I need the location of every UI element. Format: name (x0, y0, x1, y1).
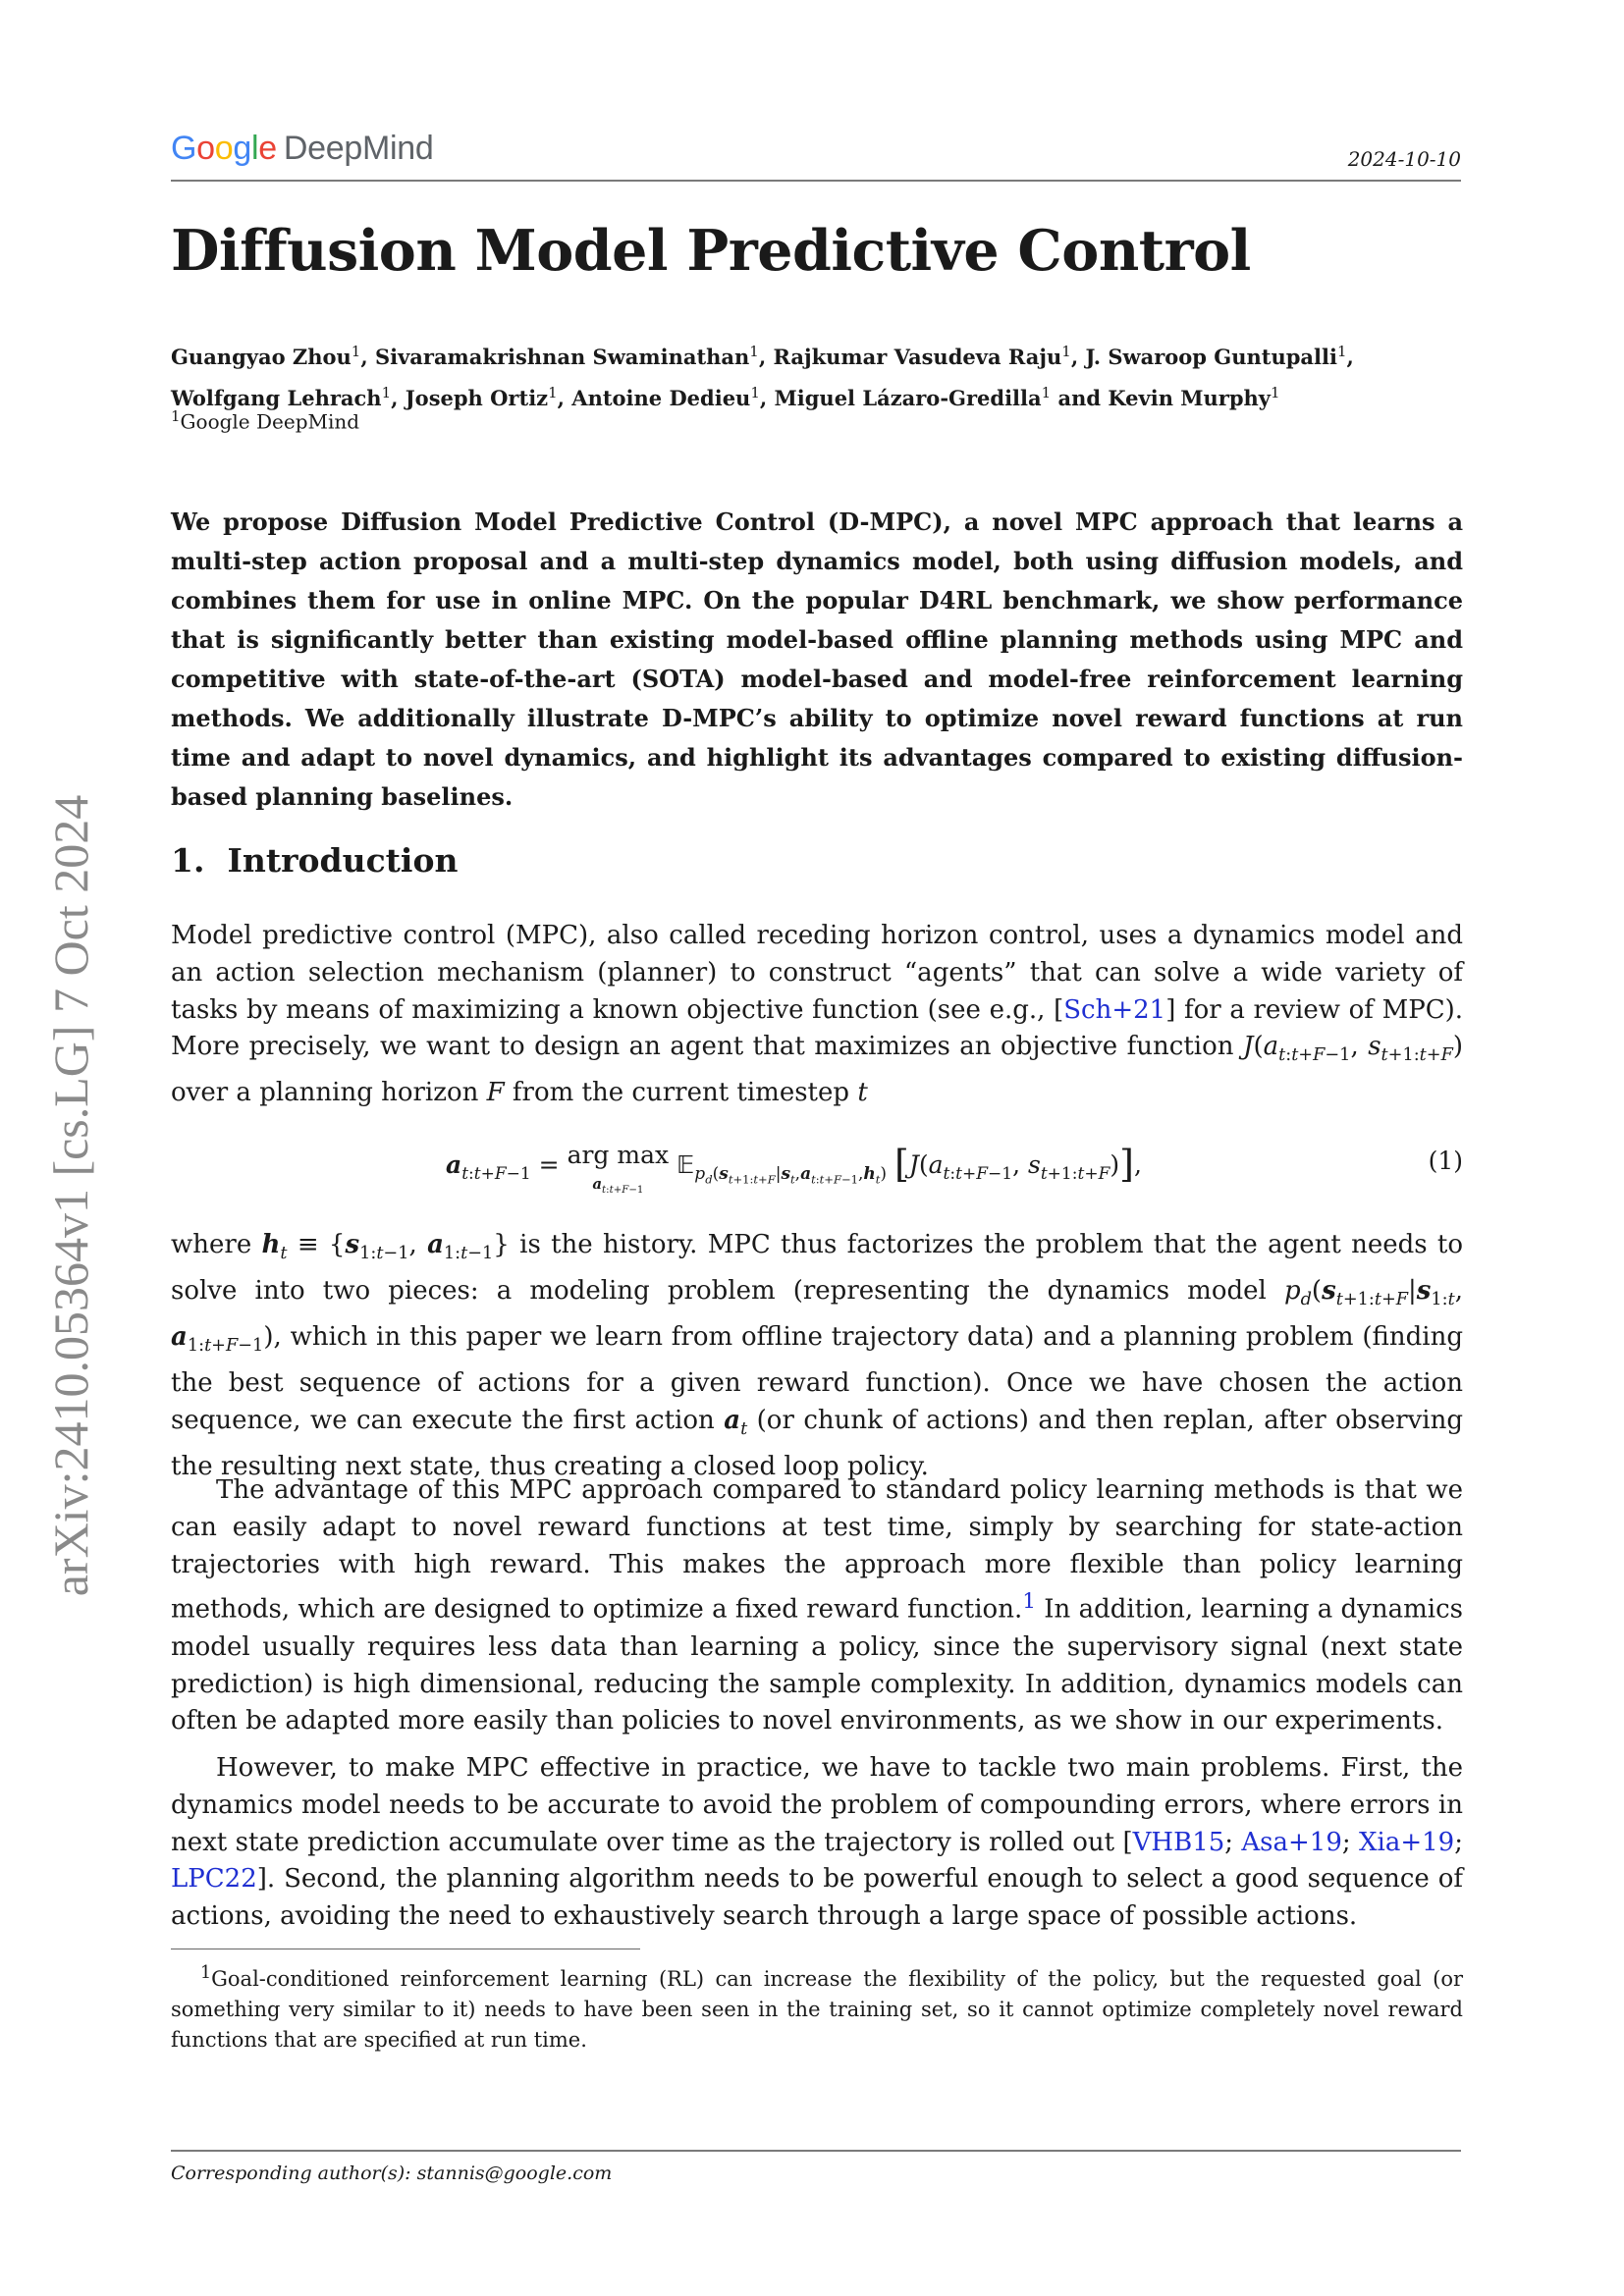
intro-paragraph-2 (171, 1227, 1463, 1486)
paragraph-text: Model predictive control (MPC), also called receding horizon control, uses a dynamics model and an action selection mechanism (planner) to construct “agents” that can solve a wide variety of tasks by means of maximizing a known objective function (see e.g., [ (171, 921, 1463, 1025)
author-name: Sivaramakrishnan Swaminathan (374, 345, 750, 369)
author-name: Kevin Murphy (1108, 386, 1272, 410)
footnote (171, 1958, 1463, 2056)
citation-link[interactable]: Xia+19 (1359, 1827, 1455, 1857)
author-affiliation-mark: 1 (1041, 384, 1052, 401)
paper-date: 2024-10-10 (1347, 147, 1461, 171)
author-affiliation-mark: 1 (1061, 343, 1071, 360)
author-name: Guangyao Zhou (171, 345, 352, 369)
intro-paragraph-4: However, to make MPC effective in practice, we have to tackle two main problems. First, the dynamics model needs to be accurate to avoid the problem of compounding errors, where errors in next state prediction accumulate over time as the trajectory is rolled out [VHB15; Asa+19; Xia+19; LPC22]. Second, the planning algorithm needs to be powerful enough to select a good sequence of actions, avoiding the need to exhaustively search through a large space of possible actions. (171, 1753, 1463, 1932)
paragraph-text: ]. Second, the planning algorithm needs to be powerful enough to select a good sequence of actions, avoiding the need to exhaustively search through a large space of possible actions. (171, 1864, 1463, 1932)
intro-paragraph-1 (171, 918, 1463, 1112)
author-list: Guangyao Zhou$^1$, Sivaramakrishnan Swaminathan$^1$, Rajkumar Vasudeva Raju$^1$, J. Swaroop Guntupalli$^1$, Wolfgang Lehrach$^1$, Joseph Ortiz$^1$, Antoine Dedieu$^1$, Miguel Lázaro-Gredilla$^1$ and Kevin Murphy$^1$ (171, 343, 1354, 410)
paragraph-text: is the history. MPC thus factorizes the problem that the agent needs to solve into two pieces: a modeling problem (representing the dynamics model (171, 1230, 1464, 1306)
author-name: Miguel Lázaro-Gredilla (774, 386, 1042, 410)
author-name: J. Swaroop Guntupalli (1085, 345, 1337, 369)
affiliation (171, 407, 359, 434)
math-objective: $J(a_{t:t+F-1}$, $s_{t+1:t+F}$) (1243, 1032, 1464, 1066)
affiliation-number: 1 (171, 407, 181, 425)
paragraph-text: over a planning horizon (171, 1078, 487, 1108)
paragraph-text: The advantage of this MPC approach compared to standard policy learning methods is that we can easily adapt to novel reward functions at test time, simply by searching for state-action trajectories with high reward. This makes the approach more flexible than policy learning methods, which are designed to optimize a fixed reward function. (171, 1475, 1463, 1626)
math-history: $h_t \equiv \{s_{1:t-1}$, $a_{1:t-1}$} (261, 1230, 510, 1264)
author-name: Joseph Ortiz (405, 386, 549, 410)
section-title: Introduction (227, 841, 459, 880)
author-affiliation-mark: 1 (750, 384, 760, 401)
author-affiliation-mark: 1 (749, 343, 759, 360)
section-heading-introduction (171, 841, 458, 880)
paragraph-text: However, to make MPC effective in practice, we have to tackle two main problems. First, the dynamics model needs to be accurate to avoid the problem of compounding errors, where errors in next state prediction accumulate over time as the trajectory is rolled out [ (171, 1753, 1463, 1857)
equation-1 (171, 1137, 1463, 1196)
arxiv-identifier-text: arXiv:2410.05364v1 [cs.LG] 7 Oct 2024 (43, 794, 98, 1596)
header-divider (171, 180, 1461, 182)
author-affiliation-mark: 1 (1271, 384, 1280, 401)
citation-link[interactable]: VHB15 (1132, 1827, 1225, 1857)
arxiv-identifier-stamp (35, 731, 106, 1659)
footnote-link[interactable]: 1 (1022, 1589, 1036, 1615)
author-name: Antoine Dedieu (571, 386, 751, 410)
author-affiliation-mark: 1 (381, 384, 392, 401)
equation-body: $a_{t:t+F-1}$ = arg max $a_{t:t+F-1}$ 𝔼$_{p_d(s_{t+1:t+F}|s_t,a_{t:t+F-1},h_t)}$ [$J(a_{t:t+F-1}$, $s_{t+1:t+F}$)], (446, 1141, 1142, 1196)
intro-paragraph-3 (171, 1472, 1463, 1740)
corresponding-author: Corresponding author(s): stannis@google.com (171, 2163, 613, 2184)
logo-google-wordmark: Google (171, 130, 277, 167)
citation-link[interactable]: Asa+19 (1241, 1827, 1342, 1857)
author-affiliation-mark: 1 (351, 343, 361, 360)
abstract: We propose Diffusion Model Predictive Control (D-MPC), a novel MPC approach that learns a multi-step action proposal and a multi-step dynamics model, both using diffusion models, and combines them for use in online MPC. On the popular D4RL benchmark, we show performance that is significantly better than existing model-based offline planning methods using MPC and competitive with state-of-the-art (SOTA) model-based and model-free reinforcement learning methods. We additionally illustrate D-MPC’s ability to optimize novel reward functions at run time and adapt to novel dynamics, and highlight its advantages compared to existing diffusion-based planning baselines. (171, 507, 1463, 811)
author-name: Wolfgang Lehrach (171, 386, 382, 410)
math-horizon: F (486, 1078, 505, 1108)
math-dynamics-model: $p_d(s_{t+1:t+F}|s_{1:t}$, $a_{1:t+F-1}$) (171, 1275, 1463, 1357)
citation-link[interactable]: LPC22 (171, 1864, 257, 1895)
footnote-text: Goal-conditioned reinforcement learning (RL) can increase the flexibility of the policy, but the requested goal (or something very similar to it) needs to have been seen in the training set, so it cannot optimize completely novel reward functions that are specified at run time. (171, 1967, 1463, 2052)
citation-link[interactable]: Sch+21 (1063, 994, 1166, 1025)
math-timestep: t (857, 1078, 868, 1108)
paragraph-text: , which in this paper we learn from offline trajectory data) and a planning problem (finding the best sequence of actions for a given reward function). Once we have chosen the action sequence, we can execute the first action (171, 1321, 1463, 1435)
section-number: 1. (171, 841, 205, 880)
paper-title: Diffusion Model Predictive Control (171, 218, 1251, 284)
affiliation-name: Google DeepMind (180, 409, 360, 434)
equation-number: (1) (1428, 1147, 1463, 1175)
logo-deepmind-text: DeepMind (283, 130, 434, 167)
paragraph-text: where (171, 1230, 262, 1259)
math-first-action: $a_t$ (724, 1405, 748, 1439)
author-affiliation-mark: 1 (548, 384, 558, 401)
author-name: Rajkumar Vasudeva Raju (773, 345, 1062, 369)
google-deepmind-logo (171, 130, 433, 168)
paragraph-text: ] for a review of MPC). More precisely, we want to design an agent that maximizes an objective function (171, 994, 1463, 1062)
author-affiliation-mark: 1 (1336, 343, 1347, 360)
paragraph-text: from the current timestep (504, 1078, 858, 1108)
paragraph-text: (or chunk of actions) and then replan, after observing the resulting next state, thus creating a closed loop policy. (171, 1405, 1463, 1481)
paragraph-text: In addition, learning a dynamics model usually requires less data than learning a policy, since the supervisory signal (next state prediction) is high dimensional, reducing the sample complexity. In addition, dynamics models can often be adapted more easily than policies to novel environments, as we show in our experiments. (171, 1595, 1463, 1736)
footer-divider (171, 2150, 1461, 2152)
footnote-mark: 1 (200, 1963, 212, 1983)
